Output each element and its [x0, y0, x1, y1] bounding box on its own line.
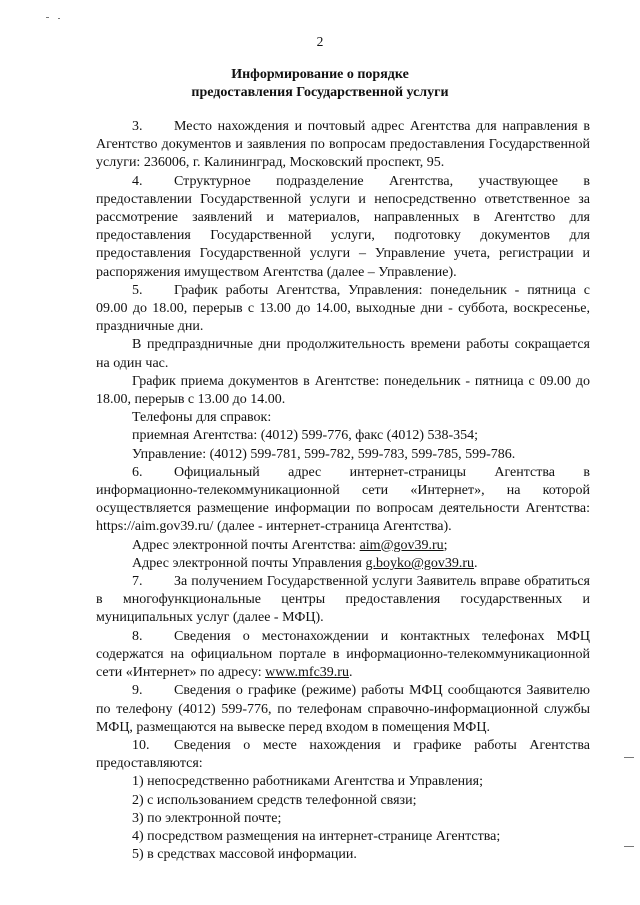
list-item: 2) с использованием средств телефонной связи;: [132, 792, 417, 808]
phones-label: Телефоны для справок:: [132, 410, 272, 426]
paragraph-number: 3.: [132, 119, 143, 134]
mfc-website-link[interactable]: www.mfc39.ru: [265, 665, 349, 681]
scan-artifact: [624, 846, 634, 847]
punctuation: .: [474, 555, 478, 571]
paragraph-text: Место нахождения и почтовый адрес Агентства для направления в Агентство документов и заявления по вопросам предоставления Государственной услуги: 236006, г. Калининград, Московский проспект, 95.: [96, 119, 590, 171]
paragraph-number: 4.: [132, 173, 143, 189]
section-title-line-2: предоставления Государственной услуги: [191, 85, 449, 100]
email-agency-line: [96, 537, 590, 555]
page-number: 2: [316, 34, 324, 49]
scan-artifact: [58, 18, 60, 19]
email-department-label: Адрес электронной почты Управления: [132, 555, 366, 571]
section-title-line-1: Информирование о порядке: [231, 67, 409, 82]
paragraph-number: 7.: [132, 574, 143, 590]
email-agency-link[interactable]: aim@gov39.ru: [359, 537, 444, 553]
paragraph-number: 6.: [132, 464, 143, 480]
document-body: [96, 118, 590, 864]
email-department-link[interactable]: g.boyko@gov39.ru: [365, 555, 475, 571]
punctuation: .: [348, 665, 353, 681]
list-item: 3) по электронной почте;: [132, 810, 282, 826]
paragraph-7: [96, 573, 590, 628]
paragraph-5: [96, 282, 590, 337]
paragraph-text: За получением Государственной услуги Заявитель вправе обратиться в многофункциональные центры предоставления государственных и муниципальных услуг (далее - МФЦ).: [96, 574, 590, 626]
email-agency-label: Адрес электронной почты Агентства:: [132, 537, 360, 553]
phones-reception: приемная Агентства: (4012) 599-776, факс (4012) 538-354;: [132, 428, 479, 444]
paragraph-6: [96, 464, 590, 537]
punctuation: ;: [443, 537, 448, 553]
paragraph-text: Сведения о месте нахождения и графике работы Агентства предоставляются:: [96, 737, 590, 772]
list-item: 4) посредством размещения на интернет-странице Агентства;: [132, 828, 501, 844]
paragraph-3: [96, 118, 590, 173]
paragraph-text: Сведения о местонахождении и контактных телефонах МФЦ содержатся на официальном портале в информационно-телекоммуникационной сети «Интернет» по адресу:: [96, 628, 590, 681]
list-item: 1) непосредственно работниками Агентства и Управления;: [132, 774, 483, 790]
section-title: [0, 66, 640, 102]
paragraph-9: [96, 682, 590, 737]
paragraph-4: [96, 173, 590, 282]
paragraph-10: [96, 737, 590, 773]
scan-artifact: [46, 17, 49, 18]
phones-department: Управление: (4012) 599-781, 599-782, 599-783, 599-785, 599-786.: [132, 446, 516, 462]
list-item: 5) в средствах массовой информации.: [132, 847, 357, 863]
paragraph-8: [96, 628, 590, 683]
paragraph-number: 5.: [132, 282, 143, 298]
paragraph-text: Структурное подразделение Агентства, участвующее в предоставлении Государственной услуги и непосредственно ответственное за рассмотрение заявлений и материалов, направленных в Агентство для предоставления Государственной услуги, подготовку документов для предоставления Государственной услуги – Управление учета, регистрации и распоряжения имуществом Агентства (далее – Управление).: [96, 173, 590, 280]
paragraph-number: 8.: [132, 628, 143, 644]
paragraph-text: Официальный адрес интернет-страницы Агентства в информационно-телекоммуникационной сети «Интернет», на которой осуществляется размещение информации по вопросам деятельности Агентства: https://aim.gov39.ru/ (далее - интернет-страница Агентства).: [96, 464, 590, 535]
reception-schedule: График приема документов в Агентстве: понедельник - пятница с 09.00 до 18.00, перерыв с 13.00 до 14.00.: [96, 373, 590, 408]
paragraph-text: Сведения о графике (режиме) работы МФЦ сообщаются Заявителю по телефону (4012) 599-776, по телефонам справочно-информационной службы МФЦ, размещаются на вывеске перед входом в помещения МФЦ.: [96, 683, 590, 735]
paragraph-text: График работы Агентства, Управления: понедельник - пятница с 09.00 до 18.00, перерыв с 13.00 до 14.00, выходные дни - суббота, воскресенье, праздничные дни.: [96, 282, 590, 335]
paragraph-number: 10.: [132, 737, 150, 753]
email-department-line: [96, 555, 590, 573]
paragraph-number: 9.: [132, 683, 143, 699]
holiday-note: В предпраздничные дни продолжительность времени работы сокращается на один час.: [96, 337, 590, 371]
scan-artifact: [624, 757, 634, 758]
